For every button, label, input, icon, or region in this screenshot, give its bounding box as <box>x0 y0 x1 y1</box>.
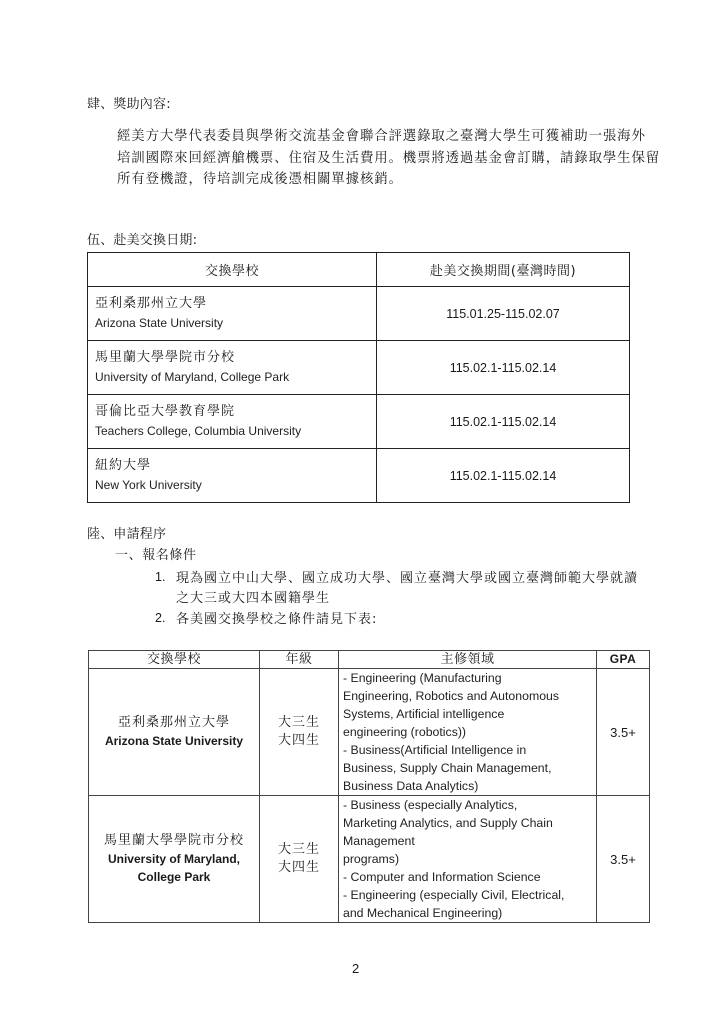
list-item-line: 之大三或大四本國籍學生 <box>176 591 331 606</box>
major-line: Engineering, Robotics and Autonomous <box>343 689 560 703</box>
school-cell <box>88 341 377 395</box>
school-name-en: College Park <box>137 870 211 884</box>
paragraph-line: 所有登機證，待培訓完成後憑相關單據核銷。 <box>117 172 403 187</box>
column-header-period: 赴美交換期間(臺灣時間) <box>377 253 630 287</box>
school-name-zh: 亞利桑那州立大學 <box>117 715 230 730</box>
major-line: Marketing Analytics, and Supply Chain <box>343 816 553 830</box>
section-6-heading: 陸、申請程序 <box>87 527 167 542</box>
school-name-zh: 馬里蘭大學學院市分校 <box>95 350 236 365</box>
period-cell: 115.02.1-115.02.14 <box>377 341 630 395</box>
period-cell: 115.01.25-115.02.07 <box>377 287 630 341</box>
period-cell: 115.02.1-115.02.14 <box>377 395 630 449</box>
grade-cell <box>260 669 339 796</box>
school-name-zh: 紐約大學 <box>95 458 152 473</box>
school-name-en: Arizona State University <box>104 734 244 748</box>
list-item-line: 現為國立中山大學、國立成功大學、國立臺灣大學或國立臺灣師範大學就讀 <box>176 571 639 586</box>
major-line: - Business (especially Analytics, <box>343 798 518 812</box>
grade-line: 大三生 <box>277 842 320 857</box>
list-number: 1. <box>155 570 166 584</box>
table-header-row <box>89 651 650 669</box>
major-cell <box>339 796 597 923</box>
major-line: - Computer and Information Science <box>343 870 541 884</box>
gpa-cell: 3.5+ <box>597 796 650 923</box>
table-row <box>88 449 630 503</box>
exchange-dates-table <box>87 252 630 503</box>
school-name-zh: 亞利桑那州立大學 <box>95 296 208 311</box>
school-name-en: Teachers College, Columbia University <box>95 424 302 438</box>
school-name-en: University of Maryland, <box>107 852 241 866</box>
column-header-school: 交換學校 <box>88 253 377 287</box>
school-cell <box>88 287 377 341</box>
grade-line: 大四生 <box>277 733 320 748</box>
grade-cell <box>260 796 339 923</box>
grade-line: 大四生 <box>277 860 320 875</box>
section-5-heading: 伍、赴美交換日期: <box>87 233 198 248</box>
table-row <box>88 287 630 341</box>
grade-line: 大三生 <box>277 715 320 730</box>
school-name-zh: 哥倫比亞大學教育學院 <box>95 404 236 419</box>
period-cell: 115.02.1-115.02.14 <box>377 449 630 503</box>
school-cell <box>89 796 260 923</box>
table-row <box>88 341 630 395</box>
school-cell <box>88 395 377 449</box>
gpa-cell: 3.5+ <box>597 669 650 796</box>
school-name-zh: 馬里蘭大學學院市分校 <box>103 833 244 848</box>
school-cell <box>89 669 260 796</box>
major-line: Management <box>343 834 415 848</box>
major-line: Business Data Analytics) <box>343 779 479 793</box>
school-cell <box>88 449 377 503</box>
paragraph-line: 經美方大學代表委員與學術交流基金會聯合評選錄取之臺灣大學生可獲補助一張海外 <box>117 129 646 144</box>
list-number: 2. <box>155 611 166 625</box>
column-header-gpa: GPA <box>597 651 650 669</box>
eligibility-table <box>88 650 650 923</box>
table-row <box>88 395 630 449</box>
major-line: engineering (robotics)) <box>343 725 467 739</box>
column-header-major: 主修領域 <box>339 651 597 669</box>
major-line: - Business(Artificial Intelligence in <box>343 743 527 757</box>
school-name-en: University of Maryland, College Park <box>95 370 290 384</box>
column-header-school: 交換學校 <box>89 651 260 669</box>
page-number: 2 <box>352 961 360 976</box>
column-header-grade: 年級 <box>260 651 339 669</box>
subsection-heading: 一、報名條件 <box>115 548 197 563</box>
major-line: - Engineering (especially Civil, Electrical, <box>343 888 565 902</box>
school-name-en: Arizona State University <box>95 316 224 330</box>
list-item-line: 各美國交換學校之條件請見下表: <box>176 612 378 627</box>
paragraph-line: 培訓國際來回經濟艙機票、住宿及生活費用。機票將透過基金會訂購，請錄取學生保留 <box>117 150 661 166</box>
table-header-row <box>88 253 630 287</box>
major-line: Systems, Artificial intelligence <box>343 707 505 721</box>
major-cell <box>339 669 597 796</box>
major-line: Business, Supply Chain Management, <box>343 761 552 775</box>
major-line: programs) <box>343 852 400 866</box>
major-line: - Engineering (Manufacturing <box>343 671 502 685</box>
section-4-heading: 肆、獎助內容: <box>87 97 171 112</box>
major-line: and Mechanical Engineering) <box>343 906 503 920</box>
table-row <box>89 669 650 796</box>
section-4-paragraph <box>117 126 660 191</box>
table-row <box>89 796 650 923</box>
school-name-en: New York University <box>95 478 202 492</box>
